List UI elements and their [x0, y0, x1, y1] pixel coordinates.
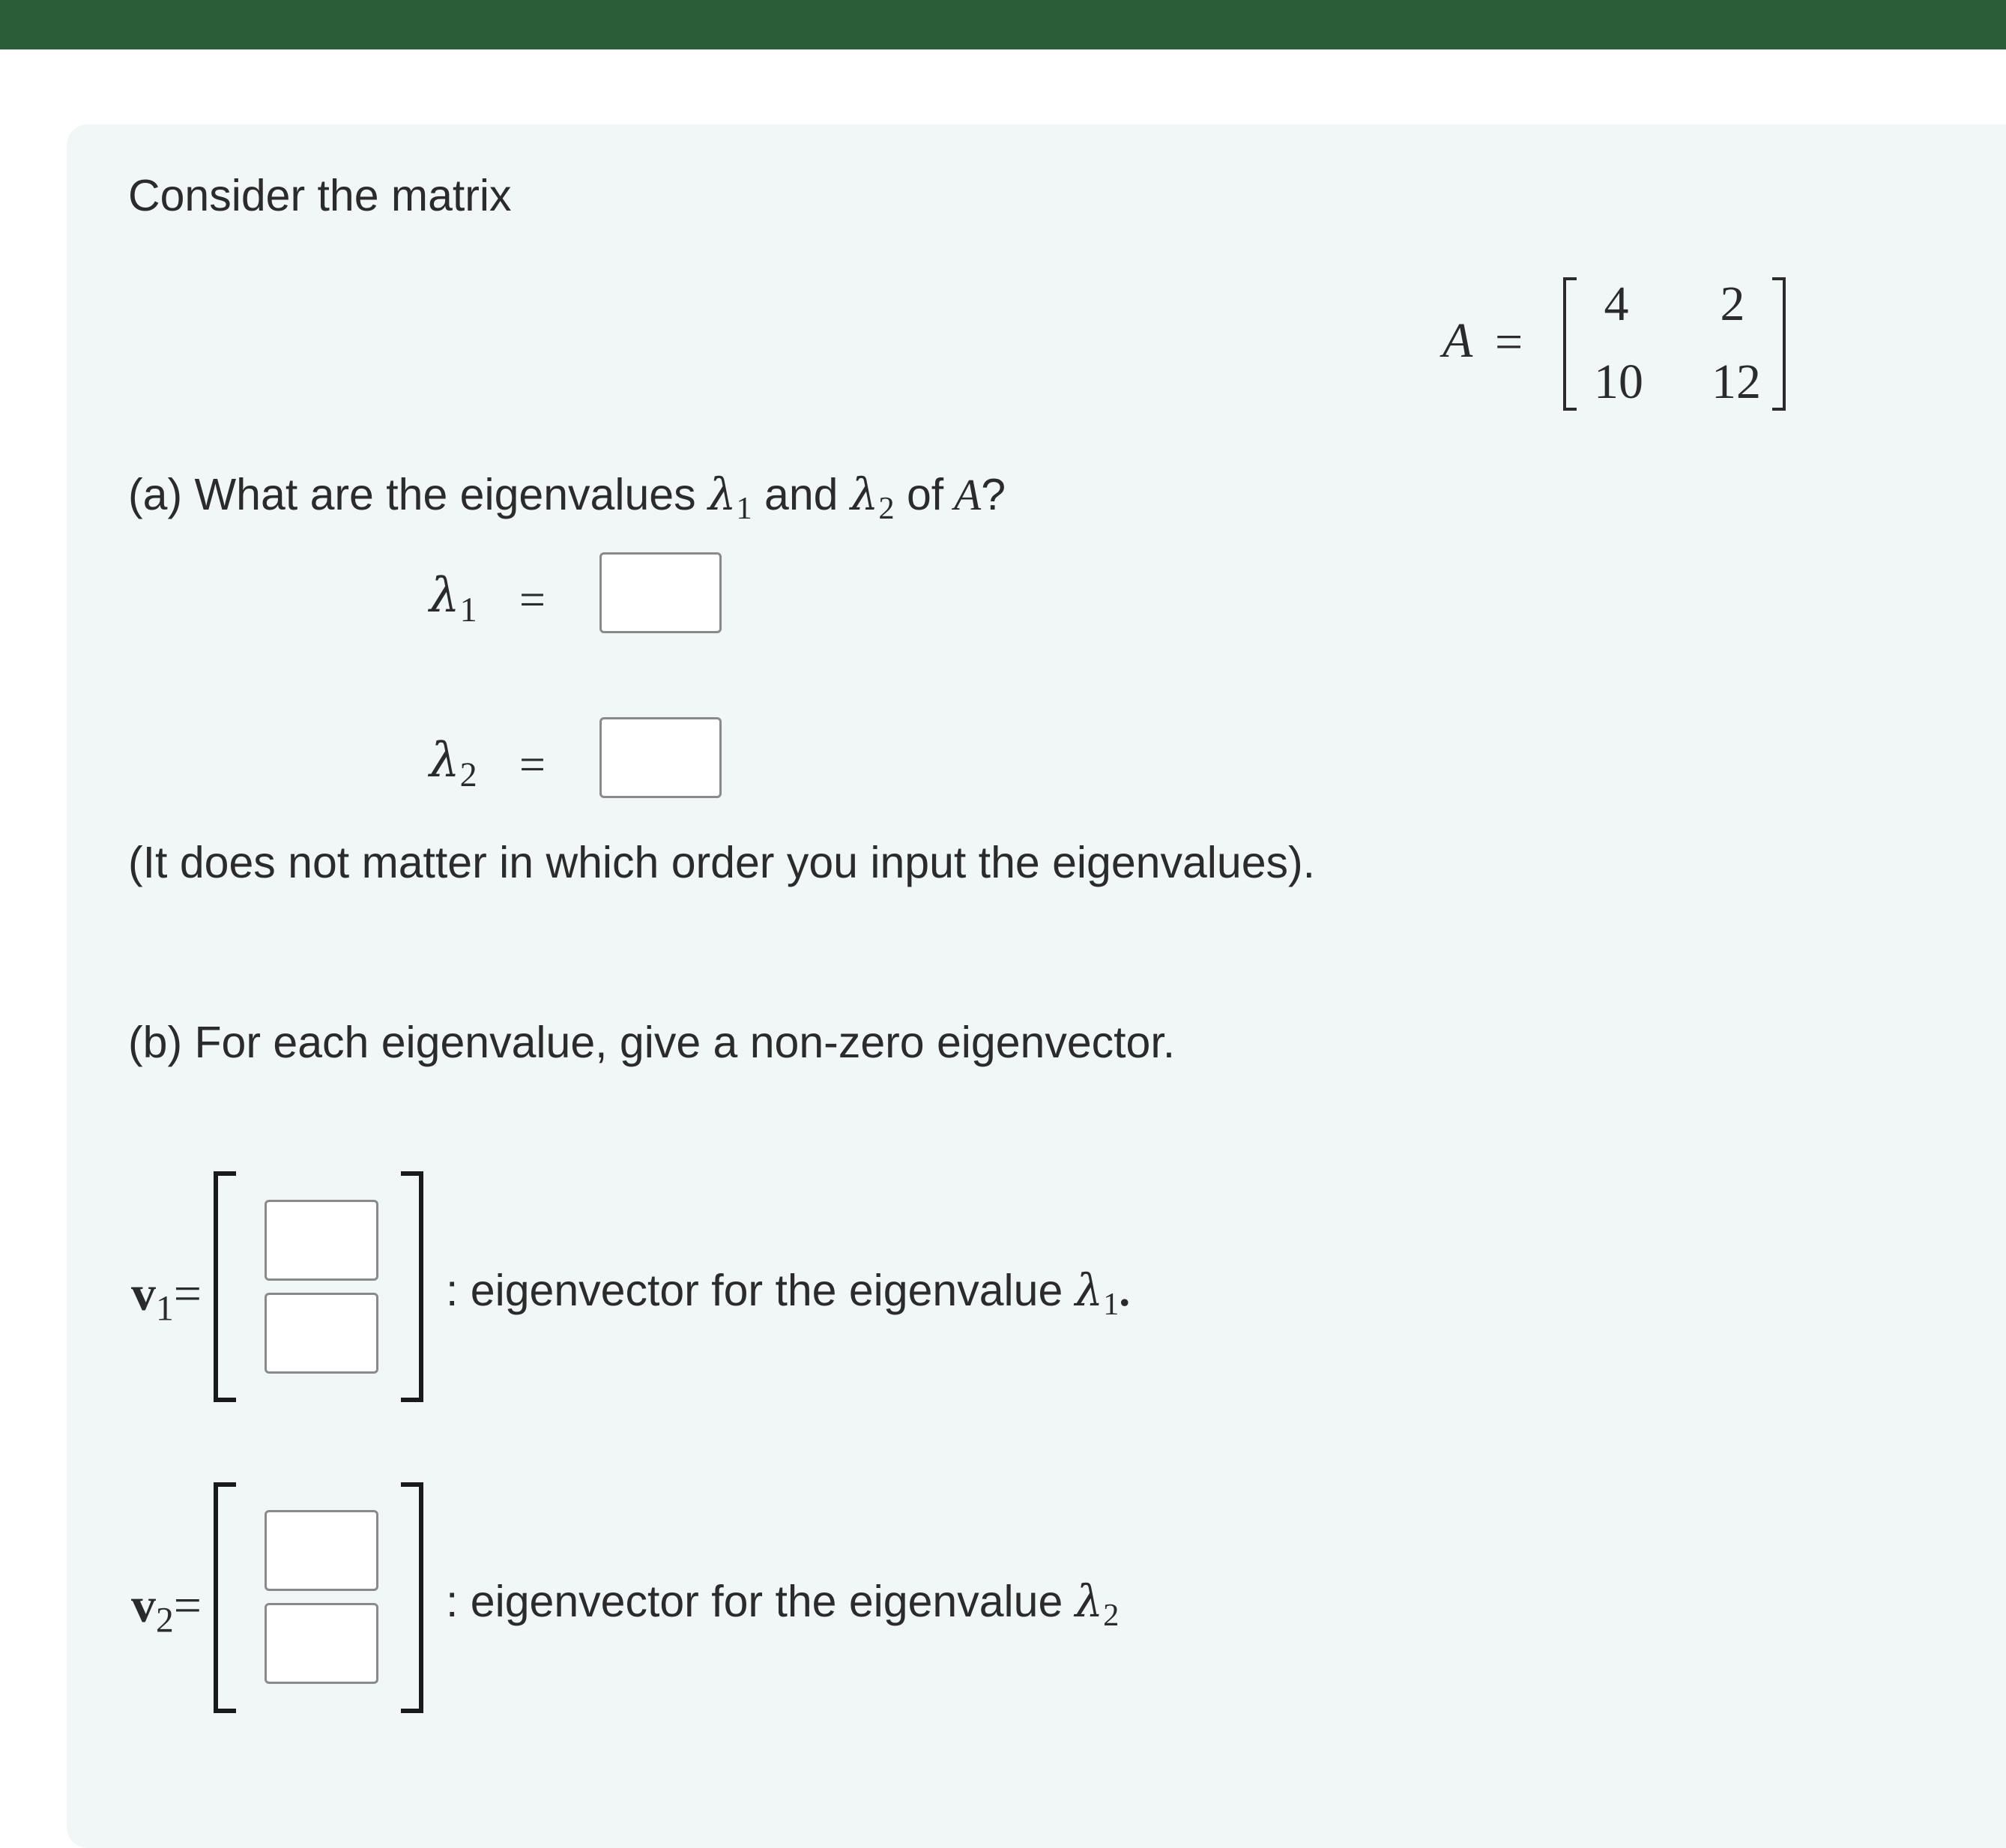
- lambda-2-label: $\lambda_2$: [429, 733, 477, 794]
- lambda-1-symbol: $\lambda_1$: [708, 468, 752, 526]
- top-banner: [0, 0, 2006, 49]
- v2-component-2-input[interactable]: [265, 1603, 378, 1684]
- lambda-1-label: $\lambda_1$: [429, 568, 477, 629]
- v1-caption: : eigenvector for the eigenvalue $\lambda_1$.: [446, 1264, 1131, 1322]
- matrix-cell-r1c1: 4: [1604, 277, 1629, 331]
- v2-component-1-input[interactable]: [265, 1510, 378, 1591]
- lambda-2-symbol: $\lambda_2$: [850, 468, 895, 526]
- v2-label: $v_2=$: [131, 1578, 202, 1640]
- question-mark: ?: [981, 470, 1006, 519]
- matrix-cell-r2c1: 10: [1594, 354, 1643, 409]
- lambda-1-input[interactable]: [599, 552, 722, 633]
- v1-component-2-input[interactable]: [265, 1293, 378, 1374]
- part-a-question: [128, 468, 1006, 526]
- part-b-heading: (b) For each eigenvalue, give a non-zero eigenvector.: [128, 1018, 1176, 1067]
- v1-component-1-input[interactable]: [265, 1200, 378, 1281]
- lambda-1-equals: =: [519, 575, 546, 626]
- lambda-2-equals: =: [519, 740, 546, 791]
- lambda-2-input[interactable]: [599, 717, 722, 798]
- intro-text: Consider the matrix: [128, 171, 512, 220]
- v1-label: $v_1=$: [131, 1266, 202, 1329]
- matrix-cell-r2c2: 12: [1712, 354, 1761, 409]
- v1-right-bracket: [401, 1171, 423, 1402]
- of-word: of: [906, 470, 944, 519]
- matrix-cell-r1c2: 2: [1720, 277, 1745, 331]
- matrix-name: A: [1442, 313, 1473, 368]
- part-a-prefix: (a) What are the eigenvalues: [128, 470, 696, 519]
- v2-right-bracket: [401, 1482, 423, 1713]
- matrix-name-inline: A: [954, 470, 982, 519]
- order-note: (It does not matter in which order you input the eigenvalues).: [128, 838, 1316, 887]
- matrix-equals: =: [1495, 315, 1523, 369]
- v2-left-bracket: [214, 1482, 236, 1713]
- v2-caption: : eigenvector for the eigenvalue $\lambda_2$: [446, 1575, 1120, 1633]
- v1-left-bracket: [214, 1171, 236, 1402]
- and-word: and: [764, 470, 839, 519]
